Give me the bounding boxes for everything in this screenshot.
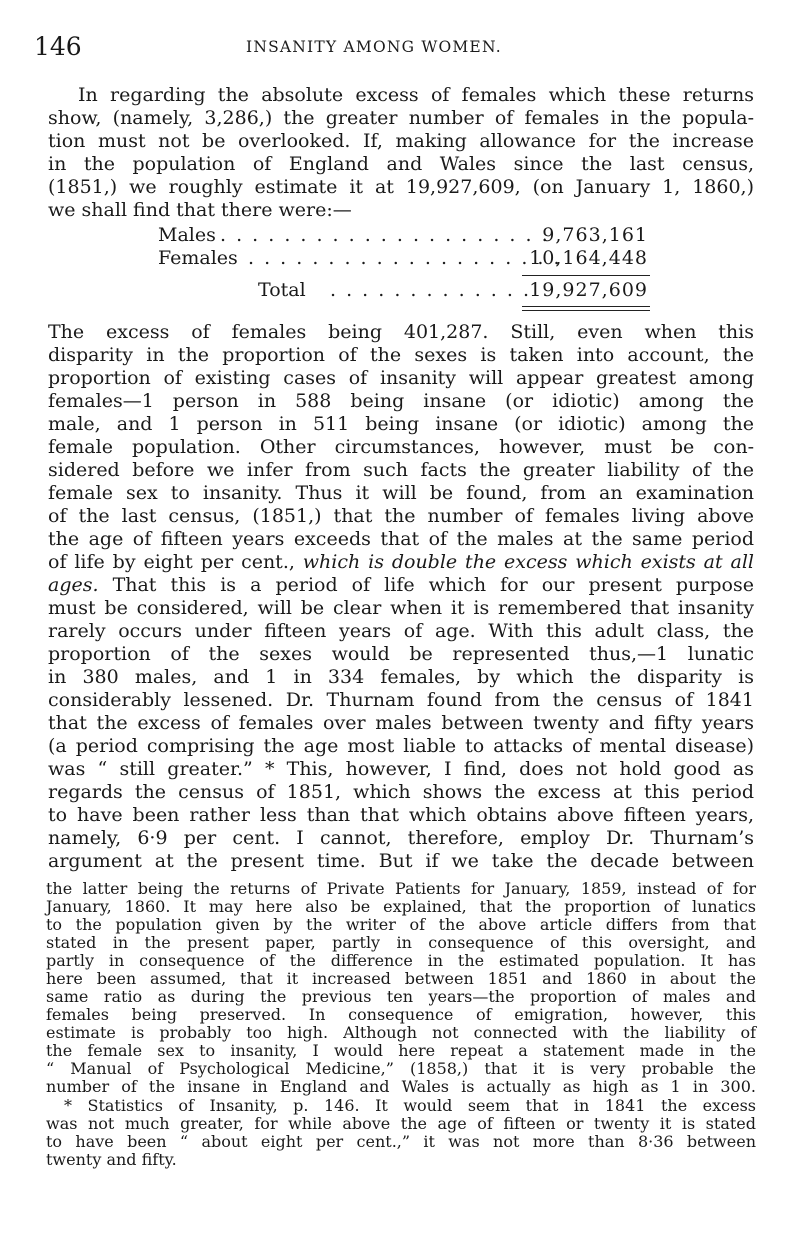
line-text: of life by eight per cent., bbox=[48, 551, 303, 573]
footnote-line: same ratio as during the previous ten years—the proportion of males and bbox=[46, 987, 756, 1006]
running-title: INSANITY AMONG WOMEN. bbox=[246, 38, 502, 56]
table-label-total: Total bbox=[258, 279, 306, 301]
table-row: Females . . . . . . . . . . . . . . . . . . . . 10,164,448 bbox=[158, 247, 648, 269]
text-line: (a period comprising the age most liable to attacks of mental disease) bbox=[48, 735, 754, 757]
text-line: tion must not be overlooked. If, making allowance for the increase bbox=[48, 130, 754, 152]
text-line: was “ still greater.” * This, however, I find, does not hold good as bbox=[48, 758, 754, 780]
footnote-line: twenty and fifty. bbox=[46, 1150, 177, 1169]
table-value-males: 9,763,161 bbox=[542, 224, 648, 246]
text-line: we shall find that there were:— bbox=[48, 199, 352, 221]
footnote-line: January, 1860. It may here also be explained, that the proportion of lunatics bbox=[46, 897, 756, 916]
text-line: male, and 1 person in 511 being insane (or idiotic) among the bbox=[48, 413, 754, 435]
table-label-females: Females bbox=[158, 247, 238, 269]
text-line: proportion of existing cases of insanity will appear greatest among bbox=[48, 367, 754, 389]
footnote-line: the female sex to insanity, I would here repeat a statement made in the bbox=[46, 1041, 756, 1060]
table-value-females: 10,164,448 bbox=[529, 247, 648, 269]
footnote-line: to have been “ about eight per cent.,” it was not more than 8·36 between bbox=[46, 1132, 756, 1151]
text-line: considerably lessened. Dr. Thurnam found from the census of 1841 bbox=[48, 689, 754, 711]
line-text: That this is a period of life which for our present purpose bbox=[98, 574, 754, 596]
text-line: In regarding the absolute excess of females which these returns bbox=[78, 84, 754, 106]
text-line: The excess of females being 401,287. Still, even when this bbox=[48, 321, 754, 343]
table-row: Males . . . . . . . . . . . . . . . . . . . . . 9,763,161 bbox=[158, 224, 648, 246]
text-line: argument at the present time. But if we take the decade between bbox=[48, 850, 754, 872]
text-line: of the last census, (1851,) that the number of females living above bbox=[48, 505, 754, 527]
footnote-line: partly in consequence of the difference in the estimated population. It has bbox=[46, 951, 756, 970]
italic-emphasis: which is double the excess which exists at all bbox=[302, 551, 755, 573]
text-line: females—1 person in 588 being insane (or idiotic) among the bbox=[48, 390, 754, 412]
footnote-line: females being preserved. In consequence of emigration, however, this bbox=[46, 1005, 756, 1024]
text-line: the age of fifteen years exceeds that of the males at the same period bbox=[48, 528, 754, 550]
sum-rule bbox=[522, 275, 650, 276]
footnote-line: “ Manual of Psychological Medicine,” (1858,) that it is very probable the bbox=[46, 1059, 756, 1078]
text-line: show, (namely, 3,286,) the greater number of females in the popula- bbox=[48, 107, 754, 129]
text-line: to have been rather less than that which obtains above fifteen years, bbox=[48, 804, 754, 826]
text-line: female sex to insanity. Thus it will be found, from an examination bbox=[48, 482, 754, 504]
text-line bbox=[48, 551, 754, 573]
page-header bbox=[34, 32, 754, 62]
text-line: female population. Other circumstances, however, must be con- bbox=[48, 436, 754, 458]
total-double-rule-bottom bbox=[522, 310, 650, 311]
footnote-line: number of the insane in England and Wales is actually as high as 1 in 300. bbox=[46, 1077, 756, 1096]
text-line: namely, 6·9 per cent. I cannot, therefore, employ Dr. Thurnam’s bbox=[48, 827, 754, 849]
text-line: rarely occurs under fifteen years of age. With this adult class, the bbox=[48, 620, 754, 642]
text-line: sidered before we infer from such facts the greater liability of the bbox=[48, 459, 754, 481]
table-value-total: 19,927,609 bbox=[529, 279, 648, 301]
text-line: (1851,) we roughly estimate it at 19,927,609, (on January 1, 1860,) bbox=[48, 176, 754, 198]
table-label-males: Males bbox=[158, 224, 216, 246]
footnote-line: stated in the present paper, partly in consequence of this oversight, and bbox=[46, 933, 756, 952]
text-line: that the excess of females over males between twenty and fifty years bbox=[48, 712, 754, 734]
text-line: disparity in the proportion of the sexes is taken into account, the bbox=[48, 344, 754, 366]
footnote-line: was not much greater, for while above the age of fifteen or twenty it is stated bbox=[46, 1114, 756, 1133]
footnote-line: to the population given by the writer of the above article differs from that bbox=[46, 915, 756, 934]
text-line: proportion of the sexes would be represented thus,—1 lunatic bbox=[48, 643, 754, 665]
footnote-line: here been assumed, that it increased between 1851 and 1860 in about the bbox=[46, 969, 756, 988]
footnote-line: the latter being the returns of Private Patients for January, 1859, instead of for bbox=[46, 879, 756, 898]
text-line: regards the census of 1851, which shows the excess at this period bbox=[48, 781, 754, 803]
text-line: must be considered, will be clear when it is remembered that insanity bbox=[48, 597, 754, 619]
page-number: 146 bbox=[34, 32, 82, 61]
table-row: Total . . . . . . . . . . . . . 19,927,609 bbox=[258, 279, 648, 301]
footnote-line: * Statistics of Insanity, p. 146. It would seem that in 1841 the excess bbox=[64, 1096, 756, 1115]
italic-emphasis: ages. bbox=[48, 574, 99, 596]
total-double-rule-top bbox=[522, 306, 650, 307]
text-line: in the population of England and Wales since the last census, bbox=[48, 153, 754, 175]
text-line bbox=[48, 574, 754, 596]
text-line: in 380 males, and 1 in 334 females, by which the disparity is bbox=[48, 666, 754, 688]
footnote-line: estimate is probably too high. Although not connected with the liability of bbox=[46, 1023, 756, 1042]
